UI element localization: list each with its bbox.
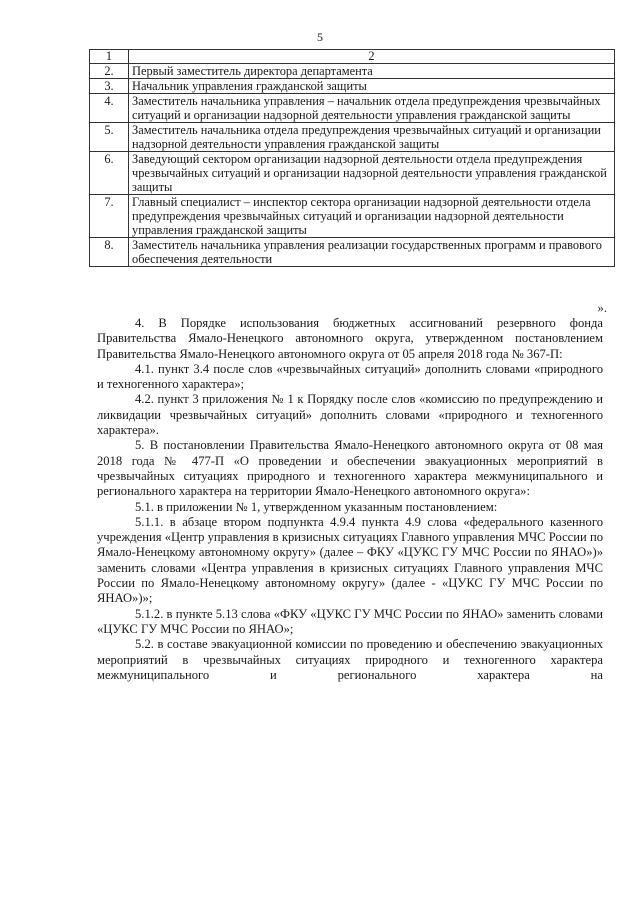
table-row-number: 6.	[90, 152, 129, 195]
table-row-number: 5.	[90, 123, 129, 152]
table-row	[90, 238, 615, 267]
table-header-row	[90, 50, 615, 64]
table-row-text: Заведующий сектором организации надзорной деятельности отдела предупреждения чрезвычайных ситуаций и организации надзорной деятельности управления гражданской защиты	[129, 152, 615, 195]
table-row-number: 2.	[90, 64, 129, 79]
page-number: 5	[317, 30, 323, 44]
document-body	[97, 316, 603, 683]
paragraph-4-1: 4.1. пункт 3.4 после слов «чрезвычайных ситуаций» дополнить словами «природного и техногенного характера»;	[97, 361, 603, 392]
table-row-number: 3.	[90, 79, 129, 94]
table-row	[90, 195, 615, 238]
paragraph-5-1-2: 5.1.2. в пункте 5.13 слова «ФКУ «ЦУКС ГУ МЧС России по ЯНАО» заменить словами «ЦУКС ГУ МЧС России по ЯНАО»;	[97, 606, 603, 636]
table-row-text: Начальник управления гражданской защиты	[129, 79, 615, 94]
table-row-number: 8.	[90, 238, 129, 267]
table-row-text: Заместитель начальника управления реализации государственных программ и правового обеспечения деятельности	[129, 238, 615, 267]
paragraph-4: 4. В Порядке использования бюджетных ассигнований резервного фонда Правительства Ямало-Ненецкого автономного округа, утвержденном постановлением Правительства Ямало-Ненецкого автономного округа от 05 апреля 2018 года № 367-П:	[97, 316, 603, 361]
table-row-text: Заместитель начальника управления – начальник отдела предупреждения чрезвычайных ситуаций и организации надзорной деятельности управления гражданской защиты	[129, 94, 615, 123]
table-header-cell: 2	[129, 50, 615, 64]
table-row	[90, 94, 615, 123]
paragraph-5-2: 5.2. в составе эвакуационной комиссии по проведению и обеспечению эвакуационных мероприятий в чрезвычайных ситуациях природного и техногенного характера межмуниципального и регионального характера на	[97, 637, 603, 682]
paragraph-5-1-1: 5.1.1. в абзаце втором подпункта 4.9.4 пункта 4.9 слова «федерального казенного учреждения «Центр управления в кризисных ситуациях Главного управления МЧС России по Ямало-Ненецкому автономному округу» (далее – ФКУ «ЦУКС ГУ МЧС России по ЯНАО»)» заменить словами «Центра управления в кризисных ситуациях Главного управления МЧС России по Ямало-Ненецкому автономному округу» (далее - «ЦУКС ГУ МЧС России по ЯНАО»)»;	[97, 514, 603, 606]
table-row	[90, 152, 615, 195]
table-row-text: Первый заместитель директора департамента	[129, 64, 615, 79]
paragraph-5-1: 5.1. в приложении № 1, утвержденном указанным постановлением:	[135, 499, 498, 514]
table-row	[90, 123, 615, 152]
paragraph-5: 5. В постановлении Правительства Ямало-Ненецкого автономного округа от 08 мая 2018 года № 477-П «О проведении и обеспечении эвакуационных мероприятий в чрезвычайных ситуациях природного и техногенного характера межмуниципального и регионального характера на территории Ямало-Ненецкого автономного округа»:	[97, 438, 603, 499]
table-row-number: 7.	[90, 195, 129, 238]
table-row-text: Заместитель начальника отдела предупреждения чрезвычайных ситуаций и организации надзорной деятельности управления гражданской защиты	[129, 123, 615, 152]
table-row-text: Главный специалист – инспектор сектора организации надзорной деятельности отдела предупреждения чрезвычайных ситуаций и организации надзорной деятельности управления гражданской защиты	[129, 195, 615, 238]
table-row	[90, 64, 615, 79]
positions-table	[89, 49, 615, 267]
table-row	[90, 79, 615, 94]
paragraph-4-2: 4.2. пункт 3 приложения № 1 к Порядку после слов «комиссию по предупреждению и ликвидации чрезвычайных ситуаций» дополнить словами «природного и техногенного характера».	[97, 392, 603, 438]
table-header-cell: 1	[90, 50, 129, 64]
table-row-number: 4.	[90, 94, 129, 123]
closing-quote: ».	[597, 301, 607, 315]
